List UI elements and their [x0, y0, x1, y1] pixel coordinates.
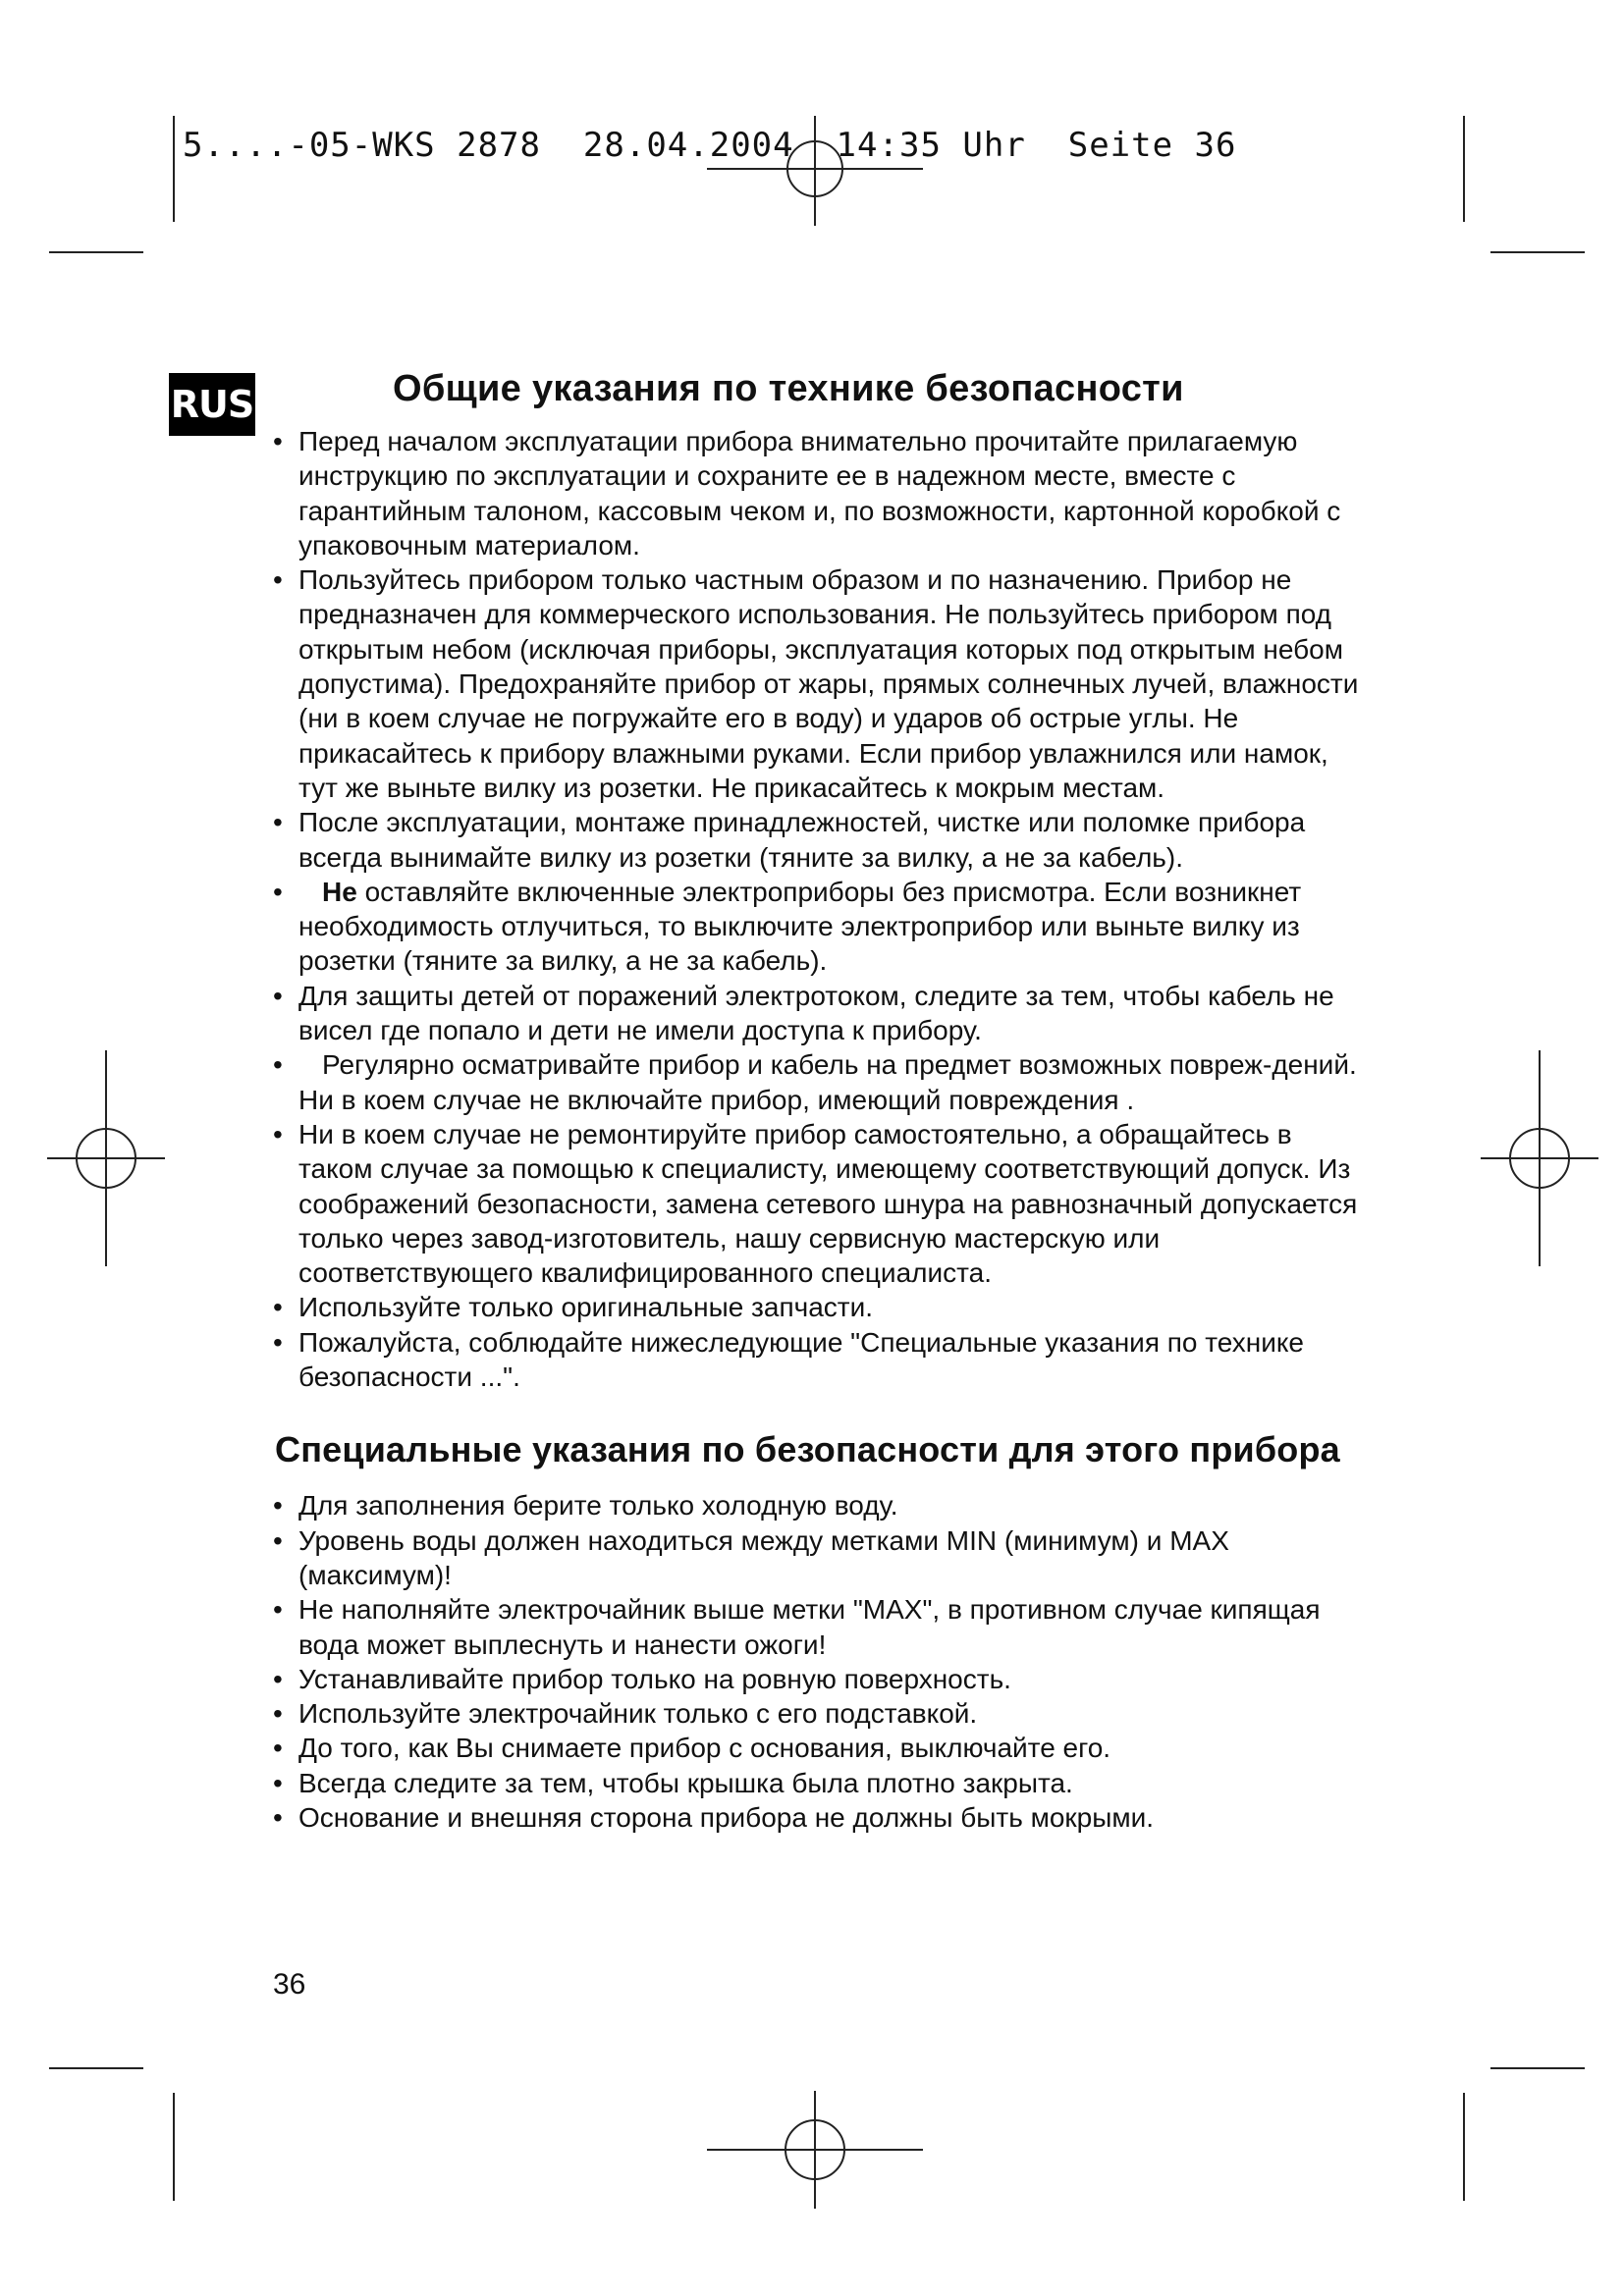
- list-item: • Уровень воды должен находиться между метками MIN (минимум) и MAX (максимум)!: [273, 1524, 1229, 1590]
- list-item: • Для заполнения берите только холодную воду.: [273, 1490, 898, 1522]
- list-item: • Ни в коем случае не ремонтируйте прибор самостоятельно, а обращайтесь в таком случае за помощью к специалисту, имеющему соответствующий допуск. Из соображений безопасности, замена сетевого шнура на равнозначный допускается только через завод-изготовитель, нашу сервисную мастерскую или соответствующего квалифицированного специалиста.: [273, 1118, 1358, 1289]
- list-item: • Регулярно осматривайте прибор и кабель на предмет возможных повреж-дений. Ни в коем случае не включайте прибор, имеющий повреждения .: [273, 1049, 1357, 1115]
- document-body: [273, 365, 1363, 1835]
- crop-mark-bottom-left-horizontal: [49, 2067, 143, 2069]
- page-number: 36: [273, 1968, 306, 2001]
- crop-mark-top-left-vertical: [173, 116, 175, 222]
- crop-mark-top-left-horizontal: [49, 251, 143, 253]
- list-item: • Всегда следите за тем, чтобы крышка была плотно закрыта.: [273, 1767, 1073, 1798]
- list-item: • Не наполняйте электрочайник выше метки "MAX", в противном случае кипящая вода может выплеснуть и нанести ожоги!: [273, 1594, 1321, 1660]
- list-item: • Для защиты детей от поражений электротоком, следите за тем, чтобы кабель не висел где попало и дети не имели доступа к прибору.: [273, 980, 1334, 1046]
- crop-mark-top-right-horizontal: [1490, 251, 1585, 253]
- section-title-device-safety: Специальные указания по безопасности для этого прибора: [275, 1429, 1340, 1470]
- list-item: • После эксплуатации, монтаже принадлежностей, чистке или поломке прибора всегда вынимайте вилку из розетки (тяните за вилку, а не за кабель).: [273, 807, 1306, 873]
- registration-mark-left-icon: [47, 1050, 165, 1266]
- list-item: • Не оставляйте включенные электроприборы без присмотра. Если возникнет необходимость отлучиться, то выключите электроприбор или выньте вилку из розетки (тяните за вилку, а не за кабель).: [273, 876, 1302, 977]
- crop-mark-bottom-right-horizontal: [1490, 2067, 1585, 2069]
- device-safety-list: [273, 1488, 1363, 1835]
- list-item: • Основание и внешняя сторона прибора не должны быть мокрыми.: [273, 1801, 1155, 1833]
- registration-mark-right-icon: [1481, 1050, 1598, 1266]
- list-item: • Пользуйтесь прибором только частным образом и по назначению. Прибор не предназначен для коммерческого использования. Не пользуйтесь прибором под открытым небом (исключая приборы, эксплуатация которых под открытым небом допустима). Предохраняйте прибор от жары, прямых солнечных лучей, влажности (ни в коем случае не погружайте его в воду) и ударов об острые углы. Не прикасайтесь к прибору влажными руками. Если прибор увлажнился или намок, тут же выньте вилку из розетки. Не прикасайтесь к мокрым местам.: [273, 564, 1359, 803]
- crop-mark-bottom-right-vertical: [1463, 2093, 1465, 2201]
- registration-mark-bottom-icon: [707, 2091, 923, 2209]
- general-safety-list: [273, 424, 1363, 1394]
- list-item: • Используйте электрочайник только с его подставкой.: [273, 1698, 978, 1730]
- print-slug: 5....-05-WKS 2878 28.04.2004 14:35 Uhr Seite 36: [183, 126, 1237, 165]
- crop-mark-bottom-left-vertical: [173, 2093, 175, 2201]
- list-item: • Пожалуйста, соблюдайте нижеследующие "Специальные указания по технике безопасности ...".: [273, 1326, 1304, 1393]
- emphasis-word: Не: [322, 876, 357, 907]
- list-item: • Перед началом эксплуатации прибора внимательно прочитайте прилагаемую инструкцию по эксплуатации и сохраните ее в надежном месте, вместе с гарантийным талоном, кассовым чеком и, по возможности, картонной коробкой с упаковочным материалом.: [273, 426, 1341, 561]
- language-tab: RUS: [169, 373, 255, 436]
- section-title-general-safety: Общие указания по технике безопасности: [393, 368, 1184, 409]
- list-item: • Устанавливайте прибор только на ровную поверхность.: [273, 1663, 1011, 1694]
- list-item: • До того, как Вы снимаете прибор с основания, выключайте его.: [273, 1733, 1111, 1764]
- list-item: • Используйте только оригинальные запчасти.: [273, 1292, 874, 1323]
- crop-mark-top-right-vertical: [1463, 116, 1465, 222]
